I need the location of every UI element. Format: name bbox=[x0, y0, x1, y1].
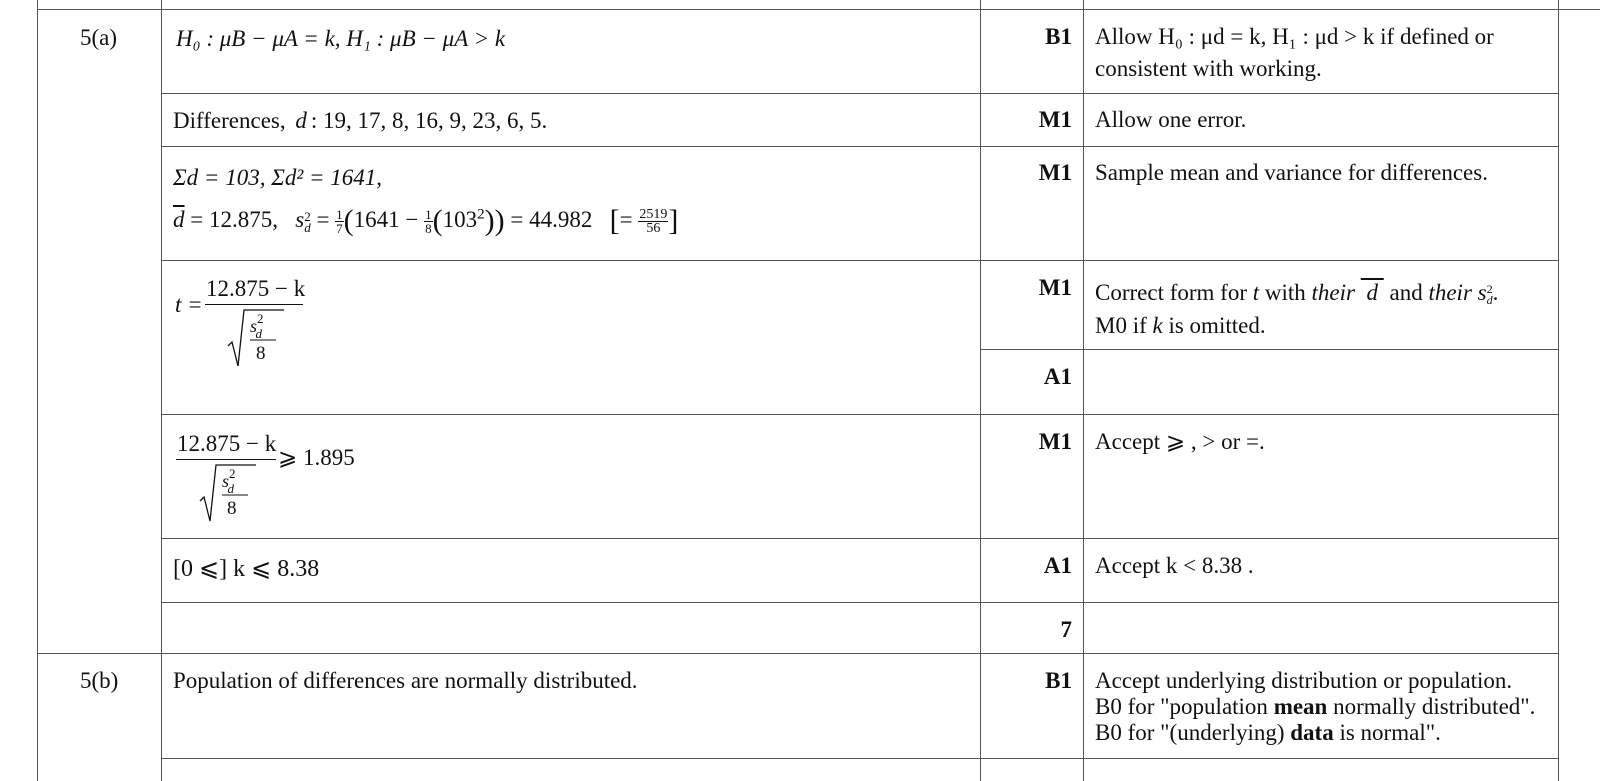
differences-values: 19, 17, 8, 16, 9, 23, 6, 5. bbox=[323, 108, 548, 133]
sums-line: Σd = 103, Σd² = 1641, bbox=[173, 165, 383, 190]
mark-m1: M1 bbox=[1038, 275, 1072, 300]
guidance-text: Sample mean and variance for differences. bbox=[1095, 160, 1488, 185]
row-divider bbox=[161, 146, 1559, 147]
mean-variance-line: $\overline{d} = 12.875$, s 2 d = $\frac{1}{7}$ (1641 − $\frac{1}{8}$ $(103^2)) = 44.982$ [= $\frac{2519}{56}$ ] bbox=[173, 204, 679, 237]
variance-symbol: $s^2_d$ bbox=[222, 466, 236, 496]
inequality-rhs: ⩾ 1.895 bbox=[278, 445, 355, 470]
mark-b1: B1 bbox=[1045, 668, 1072, 693]
mark-m1: M1 bbox=[1038, 429, 1072, 454]
fraction-bar bbox=[176, 459, 276, 460]
row-divider bbox=[37, 653, 1559, 654]
guidance-text: Accept ⩾ , > or =. bbox=[1095, 429, 1265, 454]
t-symbol: t = bbox=[175, 292, 203, 317]
row-divider bbox=[161, 758, 1559, 759]
inequality-denominator: 8 bbox=[227, 498, 237, 519]
guidance-text: Accept k < 8.38 . bbox=[1095, 553, 1254, 578]
mark-a1: A1 bbox=[1043, 364, 1072, 389]
fraction-bar bbox=[205, 304, 303, 305]
t-denominator: 8 bbox=[256, 343, 266, 364]
bracket-numerator: 2519 bbox=[639, 207, 668, 223]
row-divider bbox=[161, 414, 1559, 415]
guidance-text: B0 for "(underlying) data is normal". bbox=[1095, 720, 1441, 745]
differences-label: Differences, bbox=[173, 108, 286, 133]
guidance-text: Accept underlying distribution or population. bbox=[1095, 668, 1513, 693]
mark-b1: B1 bbox=[1045, 24, 1072, 49]
variance-value: = 44.982 bbox=[510, 207, 593, 232]
variance-symbol: $s^2_d$ bbox=[250, 311, 264, 341]
table-border bbox=[37, 0, 38, 781]
mark-m1: M1 bbox=[1038, 160, 1072, 185]
question-number: 5(b) bbox=[80, 668, 119, 693]
inequality-numerator: 12.875 − k bbox=[177, 431, 277, 456]
assumption-answer: Population of differences are normally distributed. bbox=[173, 668, 638, 693]
question-number: 5(a) bbox=[80, 25, 118, 50]
row-divider bbox=[161, 602, 1559, 603]
k-range-answer: [0 ⩽] k ⩽ 8.38 bbox=[173, 556, 320, 582]
differences-answer: Differences, d : 19, 17, 8, 16, 9, 23, 6, 5. bbox=[173, 108, 548, 133]
hypotheses-answer: H₀ : μB − μA = k, H₁ : μB − μA > k bbox=[176, 26, 506, 51]
table-border bbox=[1083, 0, 1084, 781]
t-numerator: 12.875 − k bbox=[206, 276, 306, 301]
row-divider bbox=[161, 93, 1559, 94]
bracket-denominator: 56 bbox=[646, 221, 661, 237]
guidance-text: Correct form for t with their d and their s 2 d . bbox=[1095, 280, 1499, 307]
table-border bbox=[37, 9, 1600, 10]
total-marks: 7 bbox=[1060, 617, 1072, 642]
mean-value: = 12.875, bbox=[190, 207, 278, 232]
row-divider bbox=[161, 260, 1559, 261]
row-divider bbox=[161, 538, 1559, 539]
table-border bbox=[980, 0, 981, 781]
mark-m1: M1 bbox=[1038, 107, 1072, 132]
guidance-text: M0 if k is omitted. bbox=[1095, 313, 1266, 338]
guidance-text: Allow H₀ : μd = k, H₁ : μd > k if defined or bbox=[1095, 24, 1494, 49]
guidance-text: Allow one error. bbox=[1095, 107, 1247, 132]
guidance-text: B0 for "population mean normally distributed". bbox=[1095, 694, 1536, 719]
guidance-text: consistent with working. bbox=[1095, 56, 1322, 81]
row-divider bbox=[980, 349, 1559, 350]
table-border bbox=[161, 0, 162, 781]
mark-a1: A1 bbox=[1043, 553, 1072, 578]
table-border bbox=[1558, 0, 1559, 781]
